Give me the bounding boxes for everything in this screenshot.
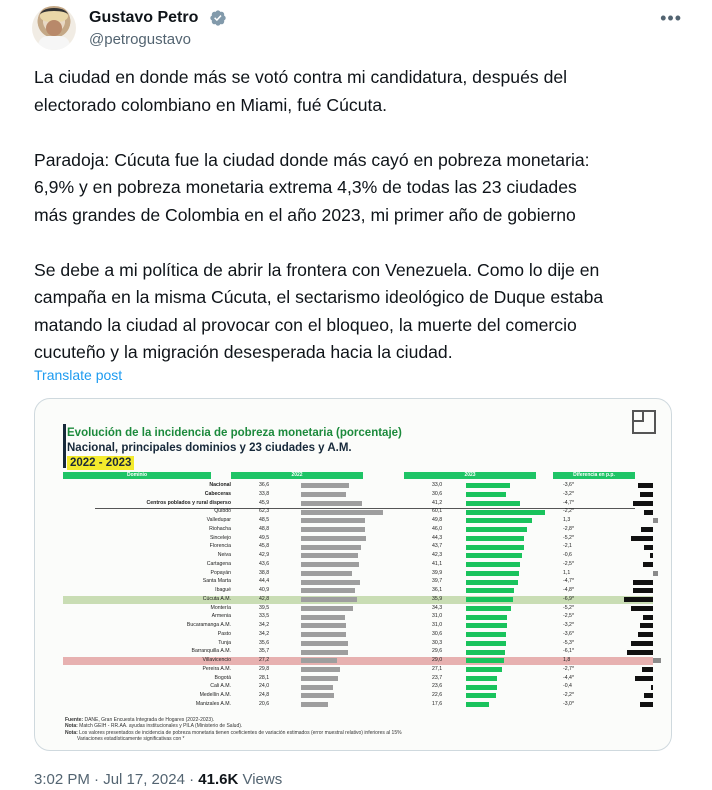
- value-2022: 35,6: [259, 639, 270, 646]
- row-label: Armenia: [211, 613, 231, 620]
- bar-2022: [301, 545, 361, 550]
- value-2023: 29,0: [432, 657, 443, 663]
- column-header-dominio: Dominio: [63, 472, 211, 479]
- table-row: [63, 631, 653, 639]
- bar-diff: [640, 623, 653, 628]
- bar-diff: [640, 492, 653, 497]
- column-header-2023: 2023: [404, 472, 536, 479]
- row-label: Quibdó: [214, 508, 231, 515]
- value-2022: 45,9: [259, 499, 270, 506]
- value-2022: 45,8: [259, 543, 270, 550]
- value-2023: 35,9: [432, 595, 443, 602]
- bar-2023: [466, 641, 506, 646]
- value-2023: 36,1: [432, 587, 443, 593]
- bar-2023: [466, 685, 497, 690]
- views-label: Views: [238, 771, 283, 788]
- table-row: [63, 683, 653, 691]
- value-2023: 43,7: [432, 543, 443, 550]
- value-2022: 42,9: [259, 552, 270, 558]
- bar-2022: [301, 615, 345, 620]
- bar-2023: [466, 580, 518, 585]
- table-row: [63, 552, 653, 560]
- bar-2022: [301, 492, 346, 497]
- row-label: Ibagué: [215, 587, 231, 593]
- row-label: Riohacha: [209, 525, 231, 532]
- row-label: Florencia: [209, 543, 231, 550]
- row-label: Montería: [210, 604, 231, 611]
- bar-diff: [631, 641, 653, 646]
- value-diff: -6,9*: [563, 595, 574, 602]
- row-label: Popayán: [210, 569, 231, 576]
- tweet-media-image[interactable]: [34, 398, 672, 751]
- value-2022: 20,6: [259, 700, 270, 707]
- bar-2023: [466, 492, 506, 497]
- value-2023: 30,3: [432, 639, 443, 646]
- bar-diff: [631, 606, 653, 611]
- bar-2022: [301, 518, 365, 523]
- bar-diff: [643, 615, 654, 620]
- row-label: Santa Marta: [202, 578, 231, 585]
- bar-2023: [466, 588, 514, 593]
- bar-2022: [301, 667, 340, 672]
- table-row: [63, 640, 653, 648]
- note-text: DANE, Gran Encuesta Integrada de Hogares (2022-2023).: [84, 717, 215, 723]
- value-diff: -3,2*: [563, 622, 574, 628]
- note-key: Fuente:: [65, 717, 85, 723]
- value-diff: 1,1: [563, 569, 571, 576]
- post-timestamp[interactable]: 3:02 PM · Jul 17, 2024 ·: [34, 771, 199, 788]
- value-2023: 34,3: [432, 604, 443, 611]
- table-row: [63, 491, 653, 499]
- bar-2023: [466, 632, 506, 637]
- value-2023: 23,6: [432, 683, 443, 690]
- note-key: Nota:: [65, 723, 80, 730]
- value-2022: 43,6: [259, 560, 270, 567]
- value-2023: 41,1: [432, 560, 443, 567]
- value-2022: 34,2: [259, 630, 270, 637]
- value-diff: -2,7*: [563, 665, 574, 672]
- bar-2023: [466, 606, 511, 611]
- value-diff: -2,5*: [563, 613, 574, 620]
- note-text: Match GEIH - RR.AA. ayudas institucionales y PILA (Ministerio de Salud).: [79, 723, 243, 730]
- value-2022: 44,4: [259, 578, 270, 585]
- value-2022: 33,8: [259, 490, 270, 497]
- bar-diff: [653, 518, 658, 523]
- row-label: Medellín A.M.: [199, 692, 231, 698]
- value-2022: 34,2: [259, 622, 270, 628]
- infographic-subtitle: Nacional, principales dominios y 23 ciudades y A.M.: [67, 442, 352, 454]
- table-row: [63, 535, 653, 543]
- bar-2023: [466, 545, 524, 550]
- row-label: Bucaramanga A.M.: [186, 622, 231, 628]
- bar-2022: [301, 641, 348, 646]
- value-2022: 48,8: [259, 525, 270, 532]
- value-2022: 33,5: [259, 613, 270, 620]
- author-handle[interactable]: @petrogustavo: [89, 31, 191, 48]
- row-label: Villavicencio: [202, 657, 231, 663]
- table-row: [63, 657, 653, 665]
- bar-diff: [643, 562, 654, 567]
- value-diff: -3,2*: [563, 490, 574, 497]
- row-label: Cartagena: [206, 560, 231, 567]
- tweet-paragraph: Se debe a mi política de abrir la frontera con Venezuela. Como lo dije en campaña en la misma Cúcuta, el sectarismo ideológico de Duque estaba matando la ciudad al provocar con el bloqueo, la muerte del comercio cucuteño y la migración desesperada hacia la ciudad.: [34, 259, 604, 362]
- value-2023: 39,9: [432, 569, 443, 576]
- tweet-footer: [34, 771, 282, 788]
- table-row: [63, 578, 653, 586]
- value-diff: -4,4*: [563, 674, 574, 681]
- value-2023: 44,3: [432, 534, 443, 541]
- value-diff: -2,5*: [563, 560, 574, 567]
- table-row: [63, 622, 653, 630]
- infographic-accent-bar: [63, 424, 66, 468]
- bar-2022: [301, 580, 360, 585]
- table-row: [63, 692, 653, 700]
- note-text: Variaciones estadísticamente significativas con *: [77, 736, 185, 743]
- row-label: Nacional: [209, 482, 231, 488]
- bar-diff: [653, 571, 658, 576]
- avatar-face: [46, 20, 62, 36]
- row-label: Barranquilla A.M.: [191, 648, 231, 655]
- row-label: Centros poblados y rural disperso: [146, 499, 231, 506]
- value-2023: 22,6: [432, 692, 443, 698]
- bar-2023: [466, 553, 522, 558]
- bar-2023: [466, 623, 507, 628]
- bar-diff: [640, 702, 653, 707]
- value-2023: 29,6: [432, 648, 443, 655]
- value-2022: 42,8: [259, 595, 270, 602]
- value-2023: 49,8: [432, 517, 443, 523]
- value-diff: -5,2*: [563, 534, 574, 541]
- table-row: [63, 605, 653, 613]
- bar-diff: [631, 536, 653, 541]
- tweet-text: [34, 64, 674, 367]
- note-line: [65, 736, 625, 742]
- bar-2023: [466, 650, 505, 655]
- value-2023: 31,0: [432, 622, 443, 628]
- verified-badge-icon: [209, 9, 227, 27]
- bar-2022: [301, 685, 333, 690]
- bar-2023: [466, 527, 527, 532]
- bar-2022: [301, 483, 349, 488]
- row-label: Tunja: [218, 639, 231, 646]
- bar-2023: [466, 536, 524, 541]
- bar-2022: [301, 536, 366, 541]
- value-diff: -4,8*: [563, 587, 574, 593]
- value-2023: 27,1: [432, 665, 443, 672]
- value-2022: 29,8: [259, 665, 270, 672]
- value-diff: -4,7*: [563, 499, 574, 506]
- value-diff: -0,4: [563, 683, 572, 690]
- bar-2022: [301, 702, 328, 707]
- row-label: Cabeceras: [204, 490, 231, 497]
- bar-diff: [633, 588, 653, 593]
- table-row: [63, 666, 653, 674]
- row-label: Bogotá: [214, 674, 231, 681]
- bar-2023: [466, 693, 496, 698]
- bar-diff: [644, 693, 653, 698]
- row-label: Sincelejo: [209, 534, 231, 541]
- bar-diff: [638, 483, 653, 488]
- note-text: Los valores presentados de incidencia de pobreza monetaria tienen coeficientes de variación estimados (error muestral relativo) inferiores al 15%: [79, 729, 402, 736]
- value-diff: -5,3*: [563, 639, 574, 646]
- value-diff: -2,2*: [563, 692, 574, 698]
- table-row: [63, 526, 653, 534]
- value-2023: 60,1: [432, 508, 443, 515]
- value-2022: 48,5: [259, 517, 270, 523]
- table-row: [63, 543, 653, 551]
- tweet-paragraph: La ciudad en donde más se votó contra mi candidatura, después del electorado colombiano en Miami, fué Cúcuta.: [34, 67, 568, 115]
- bar-2022: [301, 553, 358, 558]
- value-2022: 24,0: [259, 683, 270, 690]
- tweet-paragraph: Paradoja: Cúcuta fue la ciudad donde más cayó en pobreza monetaria: 6,9% y en pobreza monetaria extrema 4,3% de todas las 23 ciudades más grandes de Colombia en el año 2023, mi primer año de gobierno: [34, 149, 590, 225]
- bar-2023: [466, 676, 497, 681]
- value-2023: 39,7: [432, 578, 443, 585]
- bar-2023: [466, 483, 510, 488]
- value-2023: 31,0: [432, 613, 443, 620]
- row-label: Valledupar: [206, 517, 231, 523]
- value-2022: 39,5: [259, 604, 270, 611]
- bar-2022: [301, 623, 346, 628]
- bar-diff: [638, 632, 653, 637]
- bar-2022: [301, 632, 346, 637]
- avatar-shirt: [38, 36, 70, 50]
- table-row: [63, 701, 653, 709]
- bar-diff: [624, 597, 653, 602]
- views-count: 41.6K: [198, 771, 239, 788]
- value-diff: -5,2*: [563, 604, 574, 611]
- bar-diff: [650, 553, 653, 558]
- table-row: [63, 587, 653, 595]
- value-2023: 17,6: [432, 700, 443, 707]
- bar-diff: [635, 676, 653, 681]
- value-diff: -2,8*: [563, 525, 574, 532]
- bar-2023: [466, 658, 504, 663]
- row-label: Pereira A.M.: [202, 665, 231, 672]
- bar-diff: [627, 650, 653, 655]
- row-label: Neiva: [217, 552, 231, 558]
- bar-2023: [466, 615, 507, 620]
- value-2023: 42,3: [432, 552, 443, 558]
- value-2022: 49,5: [259, 534, 270, 541]
- value-2022: 36,6: [259, 482, 270, 488]
- bar-2022: [301, 597, 357, 602]
- bar-2023: [466, 518, 532, 523]
- bar-2022: [301, 693, 334, 698]
- value-2022: 62,3: [259, 508, 270, 515]
- bar-2023: [466, 501, 520, 506]
- table-row: [63, 675, 653, 683]
- row-label: Pasto: [217, 630, 231, 637]
- value-2022: 35,7: [259, 648, 270, 655]
- value-diff: -3,6*: [563, 630, 574, 637]
- bar-diff: [633, 580, 653, 585]
- value-2023: 23,7: [432, 674, 443, 681]
- bar-2022: [301, 658, 337, 663]
- value-2023: 46,0: [432, 525, 443, 532]
- bar-diff: [641, 527, 653, 532]
- bar-2023: [466, 667, 502, 672]
- column-header-2022: 2022: [231, 472, 363, 479]
- bar-2023: [466, 597, 513, 602]
- tweet-header: [32, 6, 692, 52]
- bar-2023: [466, 562, 520, 567]
- table-row: [63, 613, 653, 621]
- value-diff: -0,6: [563, 552, 572, 558]
- bar-2022: [301, 606, 353, 611]
- row-label: Manizales A.M.: [195, 700, 231, 707]
- value-2023: 41,2: [432, 499, 443, 506]
- table-row: [63, 482, 653, 490]
- value-2023: 30,6: [432, 630, 443, 637]
- bar-2022: [301, 571, 352, 576]
- translate-post-link[interactable]: Translate post: [34, 367, 123, 383]
- table-row: [63, 508, 653, 516]
- value-diff: -6,1*: [563, 648, 574, 655]
- value-2022: 38,8: [259, 569, 270, 576]
- value-diff: -3,6*: [563, 482, 574, 488]
- table-row: [63, 500, 653, 508]
- row-label: Cúcuta A.M.: [202, 595, 231, 602]
- table-row: [63, 561, 653, 569]
- infographic-years: 2022 - 2023: [67, 456, 134, 470]
- bar-diff: [651, 685, 653, 690]
- column-header-diferencia: Diferencia en p.p.: [553, 472, 635, 479]
- value-diff: -2,1: [563, 543, 572, 550]
- bar-diff: [644, 510, 653, 515]
- bar-diff: [633, 501, 653, 506]
- bar-2022: [301, 501, 362, 506]
- infographic-title: Evolución de la incidencia de pobreza monetaria (porcentaje): [67, 427, 402, 439]
- value-2022: 24,8: [259, 692, 270, 698]
- bar-2023: [466, 702, 489, 707]
- row-label: Cali A.M.: [210, 683, 231, 690]
- note-key: Nota:: [65, 729, 80, 736]
- value-2023: 33,0: [432, 482, 443, 488]
- table-row: [63, 596, 653, 604]
- value-diff: 1,3: [563, 517, 571, 523]
- value-2022: 40,9: [259, 587, 270, 593]
- value-2022: 28,1: [259, 674, 270, 681]
- value-diff: -2,2*: [563, 508, 574, 515]
- author-name[interactable]: Gustavo Petro: [89, 9, 199, 26]
- bar-2022: [301, 527, 365, 532]
- expand-image-icon[interactable]: [631, 409, 657, 435]
- bar-2022: [301, 650, 348, 655]
- value-2023: 30,6: [432, 490, 443, 497]
- value-diff: -3,0*: [563, 700, 574, 707]
- bar-diff: [653, 658, 661, 663]
- more-options-icon[interactable]: •••: [660, 8, 682, 28]
- bar-2022: [301, 510, 383, 515]
- value-diff: 1,8: [563, 657, 571, 663]
- infographic-notes: [65, 717, 625, 743]
- table-row: [63, 517, 653, 525]
- bar-diff: [642, 667, 653, 672]
- avatar[interactable]: [32, 6, 76, 50]
- table-row: [63, 570, 653, 578]
- bar-diff: [644, 545, 653, 550]
- value-2022: 27,2: [259, 657, 270, 663]
- bar-2022: [301, 676, 338, 681]
- bar-2022: [301, 588, 355, 593]
- bar-2022: [301, 562, 359, 567]
- table-row: [63, 648, 653, 656]
- value-diff: -4,7*: [563, 578, 574, 585]
- bar-2023: [466, 571, 519, 576]
- bar-2023: [466, 510, 545, 515]
